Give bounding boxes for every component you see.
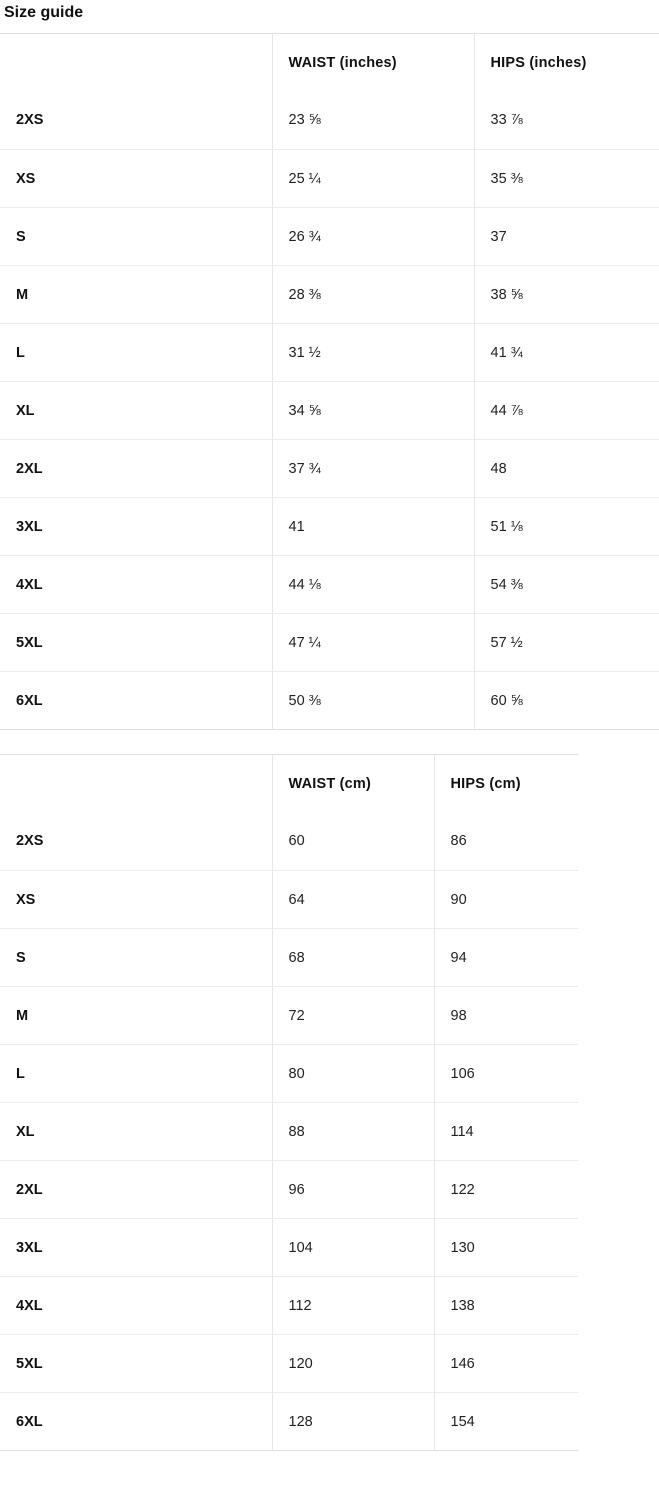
size-table-cm xyxy=(0,754,578,1451)
cell-waist: 72 xyxy=(272,987,434,1045)
cell-hips: 41 ¾ xyxy=(474,324,659,382)
row-header-size: 2XS xyxy=(0,813,272,871)
cell-hips: 35 ⅜ xyxy=(474,150,659,208)
cell-hips: 130 xyxy=(434,1219,578,1277)
row-header-size: XS xyxy=(0,150,272,208)
cell-hips: 106 xyxy=(434,1045,578,1103)
row-header-size: 2XL xyxy=(0,1161,272,1219)
table-spacer xyxy=(0,730,659,754)
column-header-waist: WAIST (cm) xyxy=(272,755,434,813)
cell-waist: 88 xyxy=(272,1103,434,1161)
table-row xyxy=(0,440,659,498)
cell-hips: 122 xyxy=(434,1161,578,1219)
row-header-size: L xyxy=(0,324,272,382)
cell-hips: 57 ½ xyxy=(474,614,659,672)
row-header-size: M xyxy=(0,987,272,1045)
row-header-size: S xyxy=(0,208,272,266)
cell-waist: 47 ¼ xyxy=(272,614,474,672)
column-header-hips: HIPS (inches) xyxy=(490,54,587,71)
table-row xyxy=(0,1219,578,1277)
cell-hips: 114 xyxy=(434,1103,578,1161)
size-table-inches xyxy=(0,33,659,730)
cell-waist: 60 xyxy=(272,813,434,871)
table-row xyxy=(0,672,659,730)
table-row xyxy=(0,929,578,987)
bottom-spacer xyxy=(0,1451,659,1459)
table-row xyxy=(0,614,659,672)
cell-waist: 31 ½ xyxy=(272,324,474,382)
cell-waist: 41 xyxy=(272,498,474,556)
table-row xyxy=(0,266,659,324)
table-row xyxy=(0,498,659,556)
table-row xyxy=(0,382,659,440)
cell-hips: 44 ⅞ xyxy=(474,382,659,440)
cell-waist: 44 ⅛ xyxy=(272,556,474,614)
cell-hips: 54 ⅜ xyxy=(474,556,659,614)
table-row xyxy=(0,150,659,208)
row-header-size: 3XL xyxy=(0,1219,272,1277)
cell-hips: 60 ⅝ xyxy=(490,692,523,709)
row-header-size: 2XS xyxy=(0,92,272,150)
table-row xyxy=(0,1393,578,1451)
cell-hips: 37 xyxy=(474,208,659,266)
cell-hips: 86 xyxy=(434,813,578,871)
cell-waist: 25 ¼ xyxy=(272,150,474,208)
cell-waist: 80 xyxy=(272,1045,434,1103)
table-row xyxy=(0,1277,578,1335)
column-header-size xyxy=(0,34,272,92)
table-row xyxy=(0,987,578,1045)
column-header-hips: HIPS (cm) xyxy=(450,775,521,792)
table-header-row xyxy=(0,34,659,92)
cell-waist: 112 xyxy=(272,1277,434,1335)
cell-hips: 146 xyxy=(434,1335,578,1393)
cell-hips: 154 xyxy=(450,1413,475,1430)
row-header-size: XL xyxy=(0,382,272,440)
row-header-size: 6XL xyxy=(0,1393,272,1451)
table-row xyxy=(0,871,578,929)
cell-waist: 104 xyxy=(272,1219,434,1277)
table-row xyxy=(0,556,659,614)
table-row xyxy=(0,813,578,871)
cell-hips: 51 ⅛ xyxy=(474,498,659,556)
row-header-size: S xyxy=(0,929,272,987)
row-header-size: 6XL xyxy=(0,672,272,730)
cell-waist: 26 ¾ xyxy=(272,208,474,266)
column-header-size xyxy=(0,755,272,813)
cell-waist: 128 xyxy=(272,1393,434,1451)
row-header-size: XS xyxy=(0,871,272,929)
cell-hips: 94 xyxy=(434,929,578,987)
page-title: Size guide xyxy=(4,4,84,21)
row-header-size: XL xyxy=(0,1103,272,1161)
table-row xyxy=(0,1103,578,1161)
cell-waist: 64 xyxy=(272,871,434,929)
cell-hips: 98 xyxy=(434,987,578,1045)
row-header-size: L xyxy=(0,1045,272,1103)
cell-waist: 37 ¾ xyxy=(272,440,474,498)
row-header-size: 4XL xyxy=(0,556,272,614)
cell-waist: 68 xyxy=(272,929,434,987)
table-row xyxy=(0,208,659,266)
cell-waist: 28 ⅜ xyxy=(272,266,474,324)
column-header-waist: WAIST (inches) xyxy=(272,34,474,92)
cell-hips: 90 xyxy=(434,871,578,929)
table-row xyxy=(0,92,659,150)
table-row xyxy=(0,1045,578,1103)
cell-waist: 34 ⅝ xyxy=(272,382,474,440)
cell-hips: 33 ⅞ xyxy=(474,92,659,150)
cell-waist: 96 xyxy=(272,1161,434,1219)
row-header-size: 4XL xyxy=(0,1277,272,1335)
cell-waist: 120 xyxy=(272,1335,434,1393)
table-row xyxy=(0,1335,578,1393)
table-header-row xyxy=(0,755,578,813)
row-header-size: 5XL xyxy=(0,614,272,672)
cell-waist: 23 ⅝ xyxy=(272,92,474,150)
row-header-size: M xyxy=(0,266,272,324)
table-row xyxy=(0,324,659,382)
row-header-size: 3XL xyxy=(0,498,272,556)
table-row xyxy=(0,1161,578,1219)
row-header-size: 5XL xyxy=(0,1335,272,1393)
row-header-size: 2XL xyxy=(0,440,272,498)
cell-hips: 48 xyxy=(474,440,659,498)
cell-waist: 50 ⅜ xyxy=(272,672,474,730)
cell-hips: 38 ⅝ xyxy=(474,266,659,324)
cell-hips: 138 xyxy=(434,1277,578,1335)
